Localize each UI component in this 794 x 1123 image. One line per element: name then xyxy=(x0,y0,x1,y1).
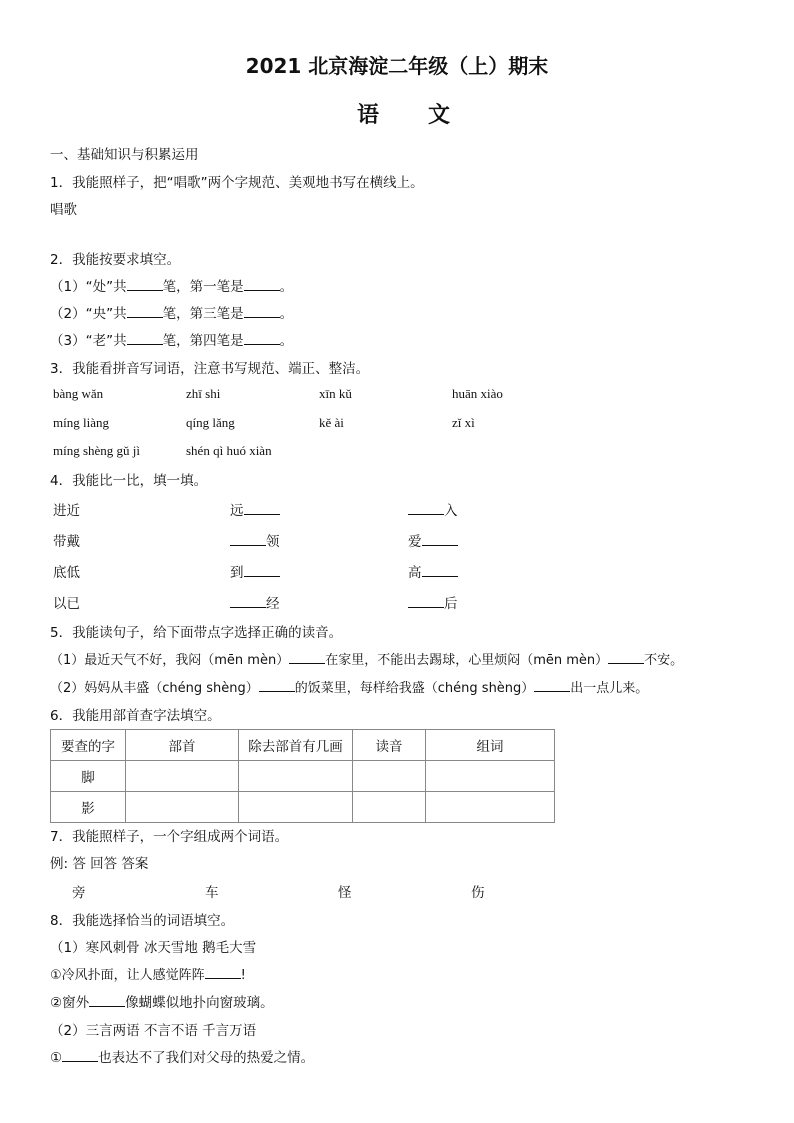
answer-blank[interactable] xyxy=(230,595,266,608)
q7-char: 伤 xyxy=(471,885,485,901)
q5-sentence-1: （1）最近天气不好，我闷（mēn mèn） 在家里，不能出去踢球，心里烦闷（mēn mèn） 不安。 xyxy=(50,653,684,668)
q4-cell: 领 xyxy=(230,530,280,550)
table-cell-input[interactable] xyxy=(426,792,555,823)
q2-item: （3）“老”共 笔，第四笔是 。 xyxy=(50,333,294,349)
q4-pair: 带戴 xyxy=(53,534,80,550)
table-header: 部首 xyxy=(126,730,239,761)
q2-item: （2）“央”共 笔，第三笔是 。 xyxy=(50,306,294,322)
pinyin-item: xīn kǔ xyxy=(319,386,352,401)
q5-sentence-2: （2）妈妈从丰盛（chéng shèng） 的饭菜里，每样给我盛（chéng shèng） 出一点儿来。 xyxy=(50,681,649,696)
q4-cell: 高 xyxy=(408,561,458,581)
answer-blank[interactable] xyxy=(608,651,644,664)
q7-prompt: 7．我能照样子，一个字组成两个词语。 xyxy=(50,829,289,845)
table-cell-input[interactable] xyxy=(126,792,239,823)
q4-cell: 到 xyxy=(230,561,280,581)
answer-blank[interactable] xyxy=(244,564,280,577)
q8-prompt: 8．我能选择恰当的词语填空。 xyxy=(50,913,235,929)
answer-blank[interactable] xyxy=(127,278,163,291)
answer-blank[interactable] xyxy=(289,651,325,664)
q4-pair: 以已 xyxy=(53,596,80,612)
pinyin-item: shén qì huó xiàn xyxy=(186,443,272,458)
answer-blank[interactable] xyxy=(408,502,444,515)
radical-table xyxy=(50,729,555,823)
q4-pair: 进近 xyxy=(53,503,80,519)
q1-prompt: 1．我能照样子，把“唱歌”两个字规范、美观地书写在横线上。 xyxy=(50,175,424,191)
q4-cell: 后 xyxy=(408,592,458,612)
answer-blank[interactable] xyxy=(62,1049,98,1062)
answer-blank[interactable] xyxy=(89,994,125,1007)
answer-blank[interactable] xyxy=(244,502,280,515)
answer-blank[interactable] xyxy=(259,679,295,692)
pinyin-item: zǐ xì xyxy=(452,415,475,430)
table-cell-char: 脚 xyxy=(51,761,126,792)
answer-blank[interactable] xyxy=(422,533,458,546)
q1-sample: 唱歌 xyxy=(50,202,77,218)
table-header: 组词 xyxy=(426,730,555,761)
q7-char: 旁 xyxy=(72,885,86,901)
q8-group-1: （1）寒风刺骨 冰天雪地 鹅毛大雪 xyxy=(50,940,257,956)
answer-blank[interactable] xyxy=(422,564,458,577)
table-cell-input[interactable] xyxy=(353,761,426,792)
pinyin-item: bàng wǎn xyxy=(53,386,104,401)
q4-pair: 底低 xyxy=(53,565,80,581)
table-header: 除去部首有几画 xyxy=(239,730,353,761)
q6-prompt: 6．我能用部首查字法填空。 xyxy=(50,708,221,724)
q7-char: 车 xyxy=(205,885,219,901)
pinyin-item: huān xiào xyxy=(452,386,503,401)
pinyin-item: kě ài xyxy=(319,415,344,430)
table-row xyxy=(51,792,555,823)
answer-blank[interactable] xyxy=(244,332,280,345)
q5-prompt: 5．我能读句子，给下面带点字选择正确的读音。 xyxy=(50,625,343,641)
pinyin-item: míng liàng xyxy=(53,415,109,430)
q4-cell: 入 xyxy=(408,499,458,519)
subject-char-1: 语 xyxy=(357,103,380,128)
subject-char-2: 文 xyxy=(428,103,451,128)
q4-prompt: 4．我能比一比，填一填。 xyxy=(50,473,208,489)
q2-prompt: 2．我能按要求填空。 xyxy=(50,252,181,268)
q7-example: 例: 答 回答 答案 xyxy=(50,856,149,872)
q8-item: ①冷风扑面，让人感觉阵阵 ! xyxy=(50,968,246,983)
table-cell-input[interactable] xyxy=(239,792,353,823)
answer-blank[interactable] xyxy=(127,332,163,345)
q4-cell: 经 xyxy=(230,592,280,612)
table-header: 读音 xyxy=(353,730,426,761)
table-cell-input[interactable] xyxy=(126,761,239,792)
pinyin-item: qíng lǎng xyxy=(186,415,235,430)
table-cell-input[interactable] xyxy=(426,761,555,792)
q4-cell: 爱 xyxy=(408,530,458,550)
answer-blank[interactable] xyxy=(127,305,163,318)
page-title: 2021 北京海淀二年级（上）期末 xyxy=(245,54,549,78)
table-header: 要查的字 xyxy=(51,730,126,761)
answer-blank[interactable] xyxy=(205,966,241,979)
answer-blank[interactable] xyxy=(534,679,570,692)
q8-item: ① 也表达不了我们对父母的热爱之情。 xyxy=(50,1050,315,1066)
answer-blank[interactable] xyxy=(230,533,266,546)
pinyin-item: míng shèng gǔ jì xyxy=(53,443,141,458)
q7-char: 怪 xyxy=(338,885,352,901)
q4-cell: 远 xyxy=(230,499,280,519)
answer-blank[interactable] xyxy=(244,278,280,291)
table-row xyxy=(51,761,555,792)
q8-item: ②窗外 像蝴蝶似地扑向窗玻璃。 xyxy=(50,995,274,1011)
table-header-row xyxy=(51,730,555,761)
q8-group-2: （2）三言两语 不言不语 千言万语 xyxy=(50,1023,257,1039)
table-cell-input[interactable] xyxy=(353,792,426,823)
answer-blank[interactable] xyxy=(408,595,444,608)
pinyin-item: zhī shi xyxy=(186,386,221,401)
table-cell-char: 影 xyxy=(51,792,126,823)
table-cell-input[interactable] xyxy=(239,761,353,792)
q3-prompt: 3．我能看拼音写词语，注意书写规范、端正、整洁。 xyxy=(50,361,370,377)
answer-blank[interactable] xyxy=(244,305,280,318)
section-heading: 一、基础知识与积累运用 xyxy=(50,147,199,163)
q2-item: （1）“处”共 笔，第一笔是 。 xyxy=(50,279,294,295)
